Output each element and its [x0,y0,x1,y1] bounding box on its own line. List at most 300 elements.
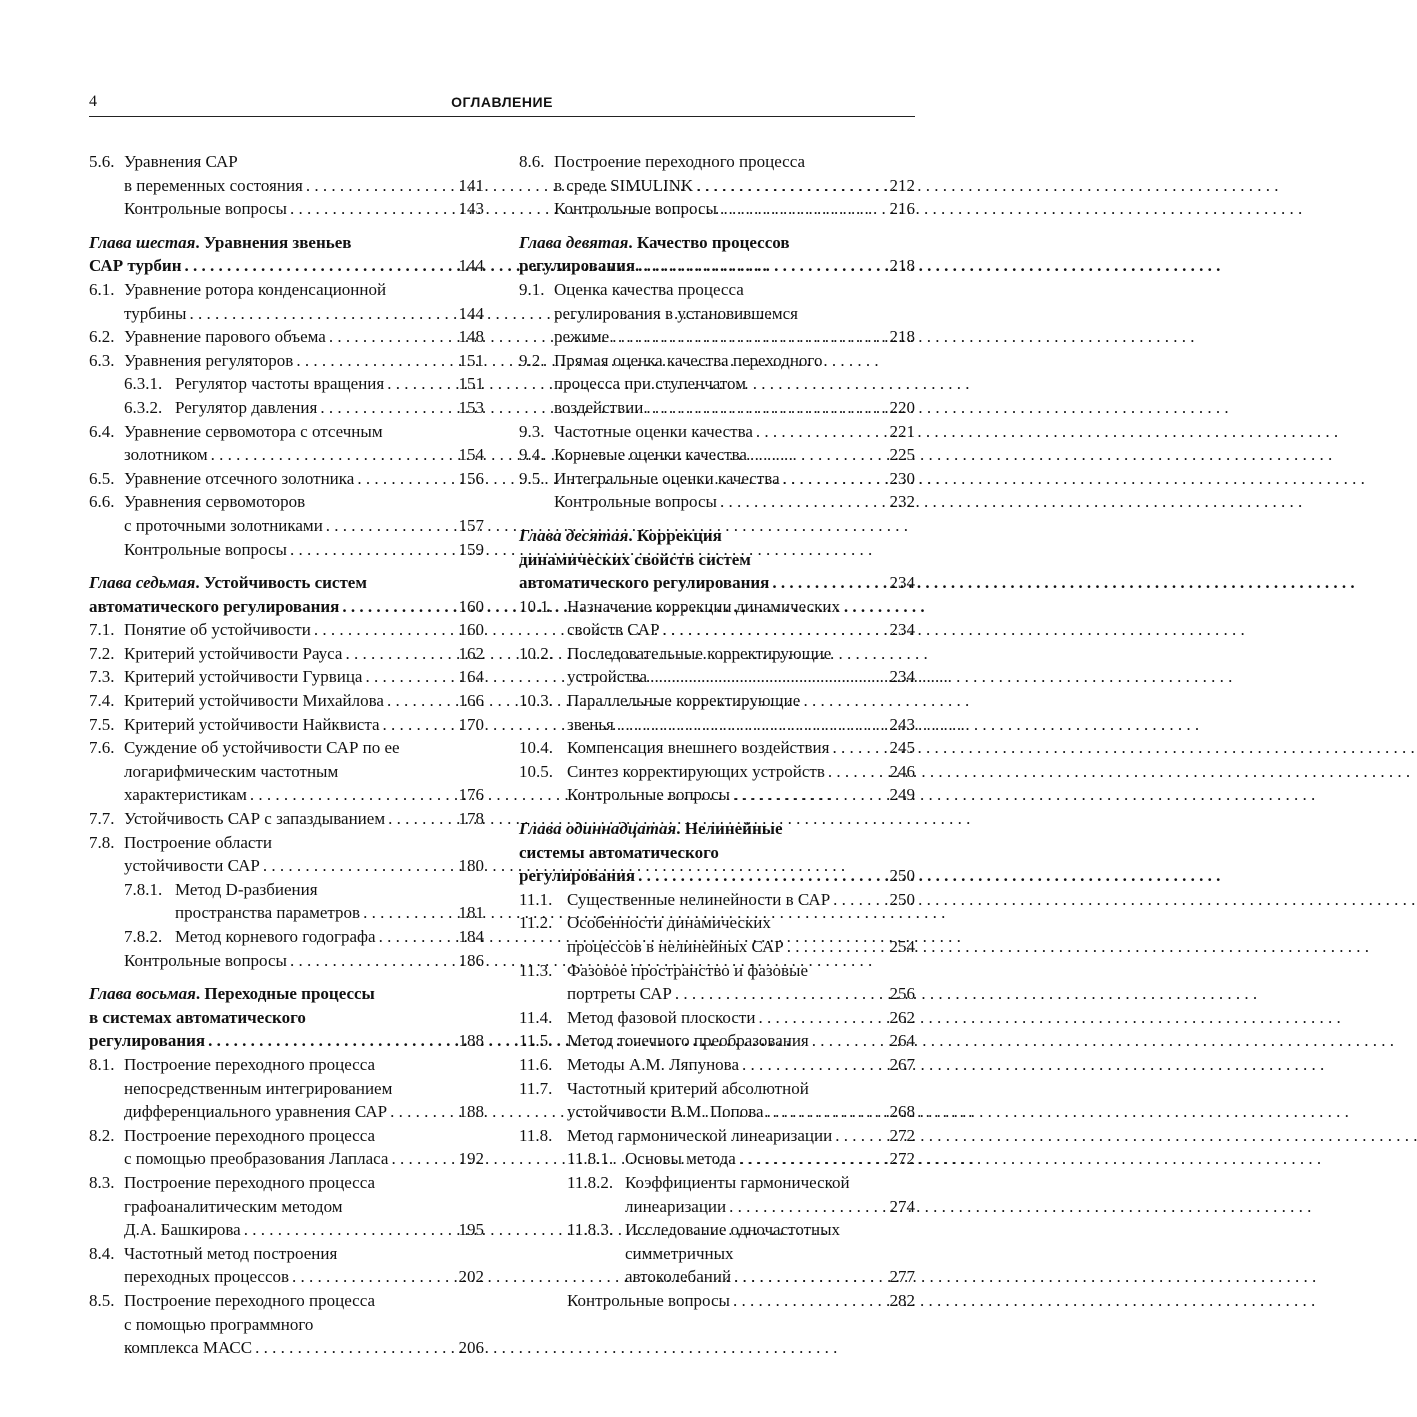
toc-number: 7.8.1. [124,879,163,899]
toc-title-text: процесса при ступенчатом [554,374,746,394]
toc-page-number: 234 [889,573,915,593]
toc-page-number: 184 [458,927,484,946]
toc-title-text: с помощью программного [124,1314,314,1334]
toc-page-number: 234 [889,620,915,640]
toc-entry [519,490,915,514]
toc-line [124,302,484,326]
toc-line: Глава одиннадцатая. Нелинейные [519,819,783,839]
toc-entry [89,1242,484,1289]
page-header [89,92,915,117]
toc-page-number: 151 [458,374,484,394]
toc-line [554,443,915,467]
dot-leader [829,736,889,760]
toc-number: 8.5. [89,1290,115,1310]
toc-number: 7.3. [89,667,115,687]
toc-title-text: Уравнение ротора конденсационной [124,279,387,299]
toc-entry [519,1218,915,1289]
toc-title-text: Критерий устойчивости Гурвица [124,667,363,687]
toc-line [554,420,915,444]
toc-title-text: САР турбин [89,256,182,276]
toc-entry [89,467,484,491]
toc-number: 11.6. [519,1054,553,1074]
toc-entry [89,1053,484,1124]
toc-title-text: Назначение коррекции динамических [567,596,840,616]
toc-line [567,1124,915,1148]
toc-page-number: 159 [458,539,484,559]
dot-leader [252,1336,458,1360]
toc-title-text: устойчивости САР [124,856,260,876]
toc-line [124,1336,484,1360]
toc-title-text: Уравнение сервомотора с отсечным [124,421,383,441]
toc-number: 6.3. [89,350,115,370]
toc-title-text: золотником [124,445,208,465]
dot-leader [764,1100,890,1124]
toc-title-text: характеристикам [124,785,247,805]
toc-page-number: 186 [458,950,484,970]
toc-left-column [89,150,484,1360]
dot-leader [342,642,458,666]
toc-page-number: 218 [889,256,915,276]
toc-line [89,1029,484,1053]
toc-number: 7.8.2. [124,927,163,946]
toc-entry [519,783,915,807]
toc-entry [519,689,915,736]
dot-leader [832,1124,889,1148]
dot-leader [780,467,890,491]
toc-title-text: Корневые оценки качества [554,445,747,465]
toc-title-text: Частотные оценки качества [554,421,753,441]
toc-page-number: 170 [458,714,484,734]
toc-line [175,925,484,949]
toc-number: 11.4. [519,1007,553,1027]
toc-page-number: 256 [889,984,915,1004]
dot-leader [809,1029,890,1053]
toc-number: 11.3. [519,960,553,980]
dot-leader [208,443,459,467]
toc-number: 9.1. [519,279,545,299]
toc-title-text: регулирования [519,866,636,886]
toc-page-number: 166 [458,691,484,711]
toc-page-number: 234 [889,667,915,687]
dot-leader [186,302,458,326]
dot-leader [387,1100,458,1124]
chapter-label: Глава десятая [519,525,629,545]
toc-line [567,1289,915,1313]
toc-line [124,325,484,349]
toc-entry [89,538,484,562]
toc-entry [89,618,484,642]
toc-page-number: 153 [458,397,484,417]
toc-line [124,278,484,302]
dot-leader [614,713,890,737]
dot-leader [660,618,890,642]
dot-leader [635,864,889,888]
toc-title-text: логарифмическим частотным [124,761,339,781]
toc-title-text: Критерий устойчивости Рауса [124,643,343,663]
toc-page-number: 212 [889,175,915,195]
header-title: ОГЛАВЛЕНИЕ [451,94,553,110]
toc-line [124,1053,484,1077]
toc-number: 7.8. [89,832,115,852]
toc-line [124,150,484,174]
toc-number: 6.5. [89,468,115,488]
toc-line [567,665,915,689]
dot-leader [241,1218,459,1242]
toc-line [519,254,915,278]
toc-number: 11.8.1. [567,1149,614,1169]
toc-title-text: Прямая оценка качества переходного [554,350,823,370]
toc-line: Глава седьмая. Устойчивость систем [89,573,367,593]
toc-number: 11.8. [519,1125,553,1145]
toc-page-number: 267 [889,1054,915,1074]
toc-page-number: 141 [458,175,484,195]
toc-line [124,854,484,878]
toc-entry [89,642,484,666]
toc-title-text: Д.А. Башкирова [124,1220,241,1240]
toc-title-text: Особенности динамических [567,913,771,933]
toc-entry [519,642,915,689]
toc-line [124,349,484,373]
toc-page-number: 156 [458,468,484,488]
toc-title-text: Нелинейные [684,819,783,839]
toc-entry [89,150,484,197]
dot-leader [769,571,889,595]
toc-number: 11.8.2. [567,1172,614,1192]
toc-number: 7.5. [89,714,115,734]
toc-chapter [519,817,915,888]
toc-entry [89,949,484,973]
dot-leader [384,689,459,713]
toc-number: 9.3. [519,421,545,441]
toc-page-number: 164 [458,667,484,687]
toc-page-number: 218 [889,327,915,347]
dot-leader [643,396,889,420]
toc-line [175,878,484,902]
toc-number: 9.4. [519,445,545,465]
toc-number: 8.4. [89,1243,115,1263]
toc-page-number: 144 [458,256,484,276]
toc-page-number: 230 [889,468,915,488]
toc-entry [89,665,484,689]
toc-title-text: Контрольные вопросы [124,950,287,970]
dot-leader [731,1265,889,1289]
toc-entry [89,1289,484,1360]
toc-page-number: 282 [889,1290,915,1310]
toc-line: Глава десятая. Коррекция [519,525,722,545]
dot-leader [753,420,890,444]
toc-title-text: переходных процессов [124,1267,290,1287]
toc-number: 11.2. [519,913,553,933]
toc-chapter [89,571,484,618]
dot-leader [311,618,459,642]
toc-line [124,420,484,444]
toc-title-text: в среде SIMULINK [554,175,694,195]
dot-leader [717,490,890,514]
chapter-label: Глава одиннадцатая [519,819,677,839]
toc-entry [89,349,484,373]
toc-number: 6.3.1. [124,374,163,394]
toc-page-number: 250 [889,889,915,909]
toc-line [554,197,915,221]
dot-leader [830,888,889,912]
toc-title-text: Регулятор давления [175,397,318,417]
toc-page-number: 225 [889,445,915,465]
dot-leader [784,935,890,959]
dot-leader [287,949,459,973]
toc-title-text: динамических свойств систем [519,549,751,569]
toc-title-text: Уравнения САР [124,152,238,171]
toc-entry [519,1077,915,1124]
toc-line [554,174,915,198]
toc-entry [89,325,484,349]
dot-leader [635,254,889,278]
toc-title-text: Параллельные корректирующие [567,691,801,711]
toc-line [124,1218,484,1242]
toc-page-number: 192 [458,1149,484,1169]
toc-page-number: 220 [889,397,915,417]
toc-page-number: 160 [458,620,484,640]
toc-entry [519,1053,915,1077]
toc-number: 11.1. [519,889,553,909]
dot-leader [354,467,458,491]
toc-page-number: 188 [458,1102,484,1122]
toc-line [567,760,915,784]
chapter-label: Глава девятая [519,232,629,252]
toc-title-text: Уравнение отсечного золотника [124,468,355,488]
toc-line [124,490,484,514]
toc-title-text: Основы метода [625,1149,736,1169]
dot-leader [384,372,458,396]
toc-page-number: 246 [889,761,915,781]
toc-title-text: Интегральные оценки качества [554,468,780,488]
toc-title-text: линеаризации [625,1196,727,1216]
toc-number: 8.2. [89,1125,115,1145]
dot-leader [825,760,890,784]
toc-line [124,642,484,666]
toc-page-number: 277 [889,1267,915,1287]
toc-line [554,278,915,302]
toc-line [567,1006,915,1030]
toc-title-text: процессов в нелинейных САР [567,937,784,956]
toc-title-text: дифференциального уравнения САР [124,1102,388,1122]
toc-entry [519,150,915,197]
toc-line [567,595,915,619]
toc-line [89,1006,484,1030]
toc-entry [89,1124,484,1171]
toc-line [625,1265,915,1289]
toc-line [554,325,915,349]
toc-entry [519,959,915,1006]
toc-page-number: 268 [889,1102,915,1122]
dot-leader [326,325,459,349]
dot-leader [385,807,458,831]
toc-chapter [89,982,484,1053]
toc-entry [519,595,915,642]
toc-line [124,689,484,713]
toc-title-text: Контрольные вопросы [567,785,730,805]
toc-title-text: регулирования в установившемся [554,303,798,323]
toc-line [124,1100,484,1124]
toc-entry [89,713,484,737]
toc-line [554,490,915,514]
toc-line [554,467,915,491]
dot-leader [730,1289,890,1313]
toc-entry [519,443,915,467]
toc-title-text: Методы А.М. Ляпунова [567,1054,740,1074]
toc-entry [519,197,915,221]
toc-page-number: 143 [458,199,484,219]
toc-line [567,888,915,912]
toc-title-text: Контрольные вопросы [567,1290,730,1310]
dot-leader [360,901,458,925]
toc-number: 7.4. [89,691,115,711]
toc-entry [519,1289,915,1313]
toc-line [519,548,915,572]
toc-chapter [519,231,915,278]
toc-line: Глава шестая. Уравнения звеньев [89,232,352,252]
toc-title-text: Последовательные корректирующие [567,643,832,663]
toc-entry [89,736,484,807]
toc-title-text: Контрольные вопросы [554,492,717,512]
toc-line [124,760,484,784]
toc-page-number: 202 [458,1267,484,1287]
toc-title-text: Качество процессов [636,232,790,252]
toc-title-text: турбины [124,303,187,323]
toc-entry [89,831,484,878]
dot-leader [289,1265,458,1289]
toc-line [124,197,484,221]
toc-line [124,665,484,689]
page-number: 4 [89,93,97,110]
toc-title-text: в переменных состояния [124,175,303,195]
dot-leader [693,174,889,198]
toc-number: 7.6. [89,738,115,758]
dot-leader [747,443,890,467]
toc-entry [519,1124,915,1148]
toc-number: 7.2. [89,643,115,663]
toc-line [124,174,484,198]
toc-line [554,396,915,420]
dot-leader [293,349,458,373]
toc-entry [89,396,484,420]
toc-title-text: воздействии [554,397,644,417]
toc-number: 7.7. [89,809,115,829]
toc-page-number: 249 [889,785,915,805]
dot-leader [730,783,890,807]
toc-line [567,783,915,807]
toc-page-number: 180 [458,856,484,876]
toc-line [175,372,484,396]
toc-page-number: 154 [458,445,484,465]
toc-line [124,1289,484,1313]
toc-line [124,1313,484,1337]
toc-line [89,595,484,619]
toc-number: 6.1. [89,279,115,299]
toc-title-text: системы автоматического [519,842,719,862]
toc-line [567,1077,915,1101]
toc-title-text: Построение переходного процесса [124,1172,376,1192]
dot-leader [303,174,459,198]
toc-number: 11.5. [519,1031,553,1051]
dot-leader [323,514,459,538]
toc-title-text: Метод гармонической линеаризации [567,1125,833,1145]
toc-line [567,1029,915,1053]
dot-leader [717,197,890,221]
toc-right-column [519,150,915,1313]
toc-title-text: Метод корневого годографа [175,927,376,946]
toc-entry [519,760,915,784]
toc-number: 11.8.3. [567,1220,614,1240]
toc-title-text: Частотный критерий абсолютной [567,1078,809,1098]
toc-title-text: Критерий устойчивости Михайлова [124,691,384,711]
dot-leader [260,854,459,878]
toc-number: 6.2. [89,327,115,347]
toc-title-text: Переходные процессы [204,984,375,1004]
toc-page-number: 264 [889,1031,915,1051]
toc-page-number: 262 [889,1007,915,1027]
dot-leader [388,1147,458,1171]
toc-line [124,1171,484,1195]
toc-entry [519,911,915,958]
toc-page-number: 151 [458,350,484,370]
toc-line [175,901,484,925]
dot-leader [376,925,459,949]
chapter-label: Глава седьмая [89,573,196,593]
toc-line [519,571,915,595]
toc-page-number: 216 [889,199,915,219]
toc-line [567,1053,915,1077]
toc-title-text: режиме [554,327,610,347]
toc-title-text: Критерий устойчивости Найквиста [124,714,380,734]
toc-line [124,949,484,973]
toc-title-text: графоаналитическим методом [124,1196,343,1216]
toc-line [124,1147,484,1171]
toc-number: 11.7. [519,1078,553,1098]
toc-page-number: 178 [458,809,484,829]
dot-leader [739,1053,889,1077]
toc-line [567,618,915,642]
toc-title-text: автоматического регулирования [519,573,770,593]
toc-page-number: 274 [889,1196,915,1216]
toc-title-text: Устойчивость САР с запаздыванием [124,809,386,829]
toc-line [625,1195,915,1219]
toc-title-text: Суждение об устойчивости САР по ее [124,738,400,758]
toc-page-number: 195 [458,1220,484,1240]
toc-number: 7.1. [89,620,115,640]
toc-entry [519,349,915,420]
toc-line [567,982,915,1006]
toc-page-number: 162 [458,643,484,663]
toc-line [554,150,915,174]
toc-title-text: Устойчивость систем [203,573,367,593]
toc-title-text: портреты САР [567,984,672,1004]
toc-title-text: пространства параметров [175,903,361,923]
toc-line [625,1242,915,1266]
toc-line [124,618,484,642]
toc-line: Глава девятая. Качество процессов [519,232,790,252]
toc-line [175,396,484,420]
toc-number: 6.3.2. [124,397,163,417]
toc-title-text: Регулятор частоты вращения [175,374,385,394]
toc-entry [89,925,484,949]
toc-title-text: комплекса МАСС [124,1338,253,1358]
dot-leader [736,1147,890,1171]
toc-title-text: Контрольные вопросы [554,199,717,219]
toc-title-text: Существенные нелинейности в САР [567,889,831,909]
toc-chapter [89,231,484,278]
toc-number: 10.2. [519,643,553,663]
toc-page-number: 160 [458,596,484,616]
